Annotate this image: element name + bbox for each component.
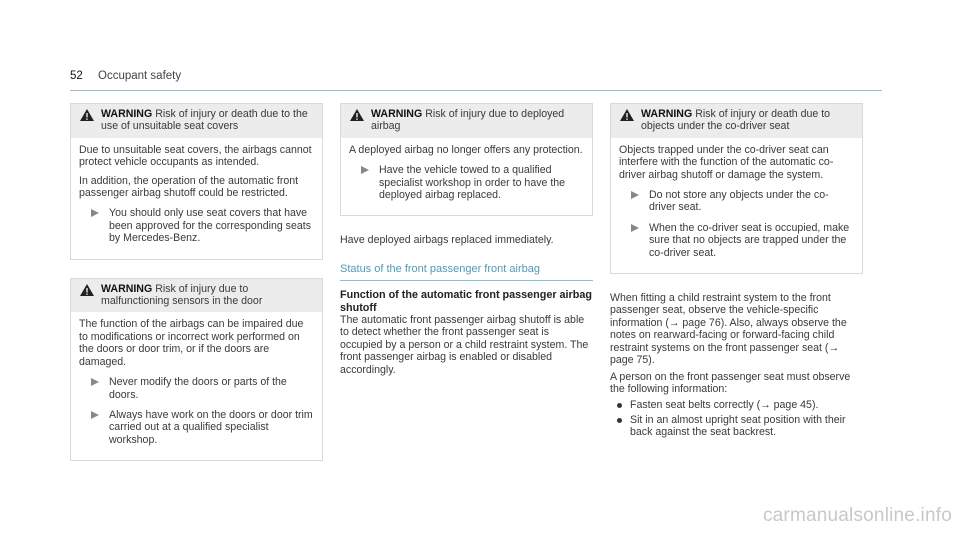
body-paragraph: A person on the front passenger seat must observe the following information: [610, 370, 851, 395]
warning-body [71, 312, 322, 460]
step-arrow-icon [361, 166, 369, 174]
step-text: When the co-driver seat is occupied, make sure that no objects are trapped under the co-driver seat. [649, 221, 850, 259]
column-1 [70, 103, 323, 479]
warning-body [611, 138, 862, 273]
section-title: Status of the front passenger front airbag [340, 263, 593, 281]
warning-label: WARNING [101, 108, 153, 120]
subsection-heading: Function of the automatic front passenger airbag shutoff [340, 289, 592, 314]
warning-box-seat-covers [70, 103, 323, 260]
list-item: Sit in an almost upright seat position with their back against the seat backrest. [614, 414, 863, 439]
step-arrow-icon [631, 191, 639, 199]
action-step [361, 164, 584, 201]
warning-paragraph: A deployed airbag no longer offers any protection. [349, 143, 583, 156]
warning-box-door-sensors [70, 278, 323, 461]
warning-triangle-icon [80, 109, 94, 121]
list-item: Fasten seat belts correctly (→ page 45). [614, 399, 863, 411]
warning-paragraph: The function of the airbags can be impaired due to modifications or incorrect work performed on the doors or door trim, or if the doors are damaged. [79, 318, 304, 368]
action-step [91, 207, 314, 244]
body-text-block [340, 234, 593, 246]
step-text: Never modify the doors or parts of the doors. [109, 376, 287, 401]
body-paragraph: The automatic front passenger airbag shutoff is able to detect whether the front passenger seat is occupied by a person or a child restraint system. The front passenger airbag is enabled or disabled accordingly. [340, 314, 589, 376]
header-divider [70, 90, 882, 91]
step-text: Have the vehicle towed to a qualified specialist workshop in order to have the deployed airbag replaced. [379, 164, 566, 202]
action-step [631, 189, 854, 214]
watermark: carmanualsonline.info [762, 505, 952, 526]
step-arrow-icon [91, 411, 99, 419]
warning-triangle-icon [620, 109, 634, 121]
action-step [91, 376, 314, 401]
warning-header [71, 279, 322, 313]
body-text-block [610, 292, 863, 438]
warning-label: WARNING [371, 108, 423, 120]
page-number: 52 [70, 70, 83, 82]
warning-triangle-icon [80, 284, 94, 296]
bullet-list [610, 399, 863, 438]
column-3 [610, 103, 863, 441]
step-arrow-icon [631, 224, 639, 232]
action-step [631, 222, 854, 259]
warning-label: WARNING [641, 108, 693, 120]
warning-label: WARNING [101, 282, 153, 295]
warning-box-deployed-airbag [340, 103, 593, 216]
page-section-title: Occupant safety [98, 70, 182, 82]
page-header [70, 70, 181, 82]
warning-header [71, 104, 322, 138]
body-paragraph: When fitting a child restraint system to the front passenger seat, observe the vehicle-specific information (→ page 76). Also, always observe the notes on rearward-facing or forward-facing child restraint systems on the front passenger seat (→ page 75). [610, 292, 847, 367]
warning-box-objects-under-seat [610, 103, 863, 274]
column-2 [340, 103, 593, 380]
warning-headline: Risk of injury due to deployed airbag [371, 108, 565, 133]
warning-body [341, 138, 592, 216]
step-text: Do not store any objects under the co-driver seat. [649, 189, 829, 214]
warning-headline: Risk of injury or death due to the use of unsuitable seat covers [101, 108, 308, 133]
warning-headline: Risk of injury due to malfunctioning sensors in the door [101, 282, 263, 308]
warning-paragraph: In addition, the operation of the automatic front passenger airbag shutoff could be restricted. [79, 174, 299, 200]
step-text: You should only use seat covers that have been approved for the corresponding seats by Mercedes-Benz. [109, 207, 312, 245]
warning-paragraph: Objects trapped under the co-driver seat can interfere with the function of the automatic co-driver airbag shutoff or damage the system. [619, 143, 834, 181]
warning-headline: Risk of injury or death due to objects under the co-driver seat [641, 108, 831, 133]
warning-header [611, 104, 862, 138]
warning-triangle-icon [350, 109, 364, 121]
warning-header [341, 104, 592, 138]
step-text: Always have work on the doors or door trim carried out at a qualified specialist workshop. [109, 408, 313, 446]
action-step [91, 409, 314, 446]
body-text-block [340, 314, 593, 376]
body-paragraph: Have deployed airbags replaced immediately. [340, 234, 554, 247]
step-arrow-icon [91, 378, 99, 386]
step-arrow-icon [91, 209, 99, 217]
warning-body [71, 138, 322, 259]
warning-paragraph: Due to unsuitable seat covers, the airbags cannot protect vehicle occupants as intended. [79, 143, 312, 169]
